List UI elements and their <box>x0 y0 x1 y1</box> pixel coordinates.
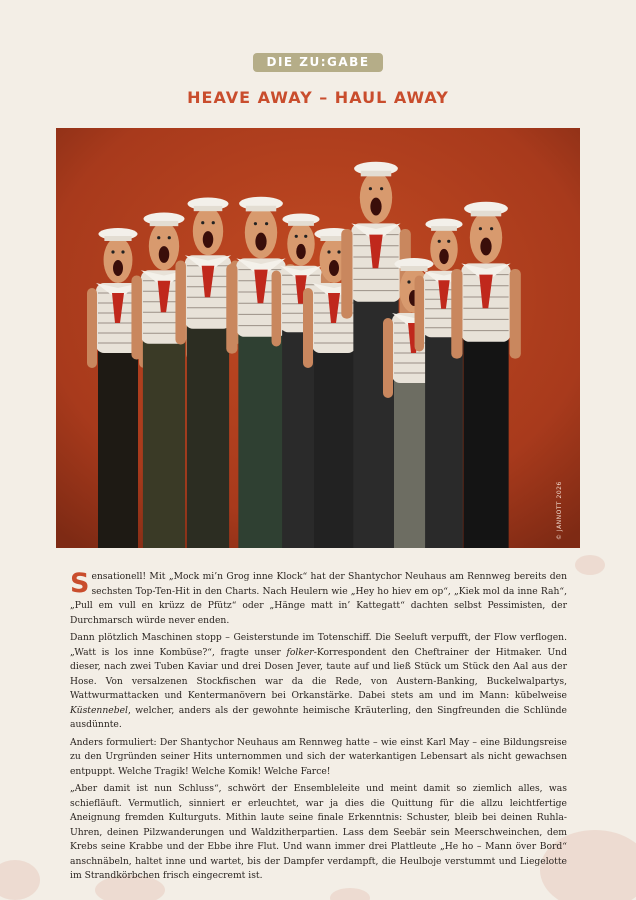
paragraph-2-text-b: -Korrespondent den Cheftrainer der Hitmaker. Und dieser, nach zwei Tuben Kaviar und drei Dosen Jever, taute auf und ließ Stück um Stück den Aal aus der Hose. Von versalzenen Stockfischen war da die Rede, von Austern-Banking, Buckelwalpartys, Wattwurmattacken und Kentermanövern bei Orkanstärke. Dabei stets am und im Mann: kübelweise <box>70 646 567 701</box>
paint-splatter <box>0 860 40 900</box>
paragraph-2-text-a: Dann plötzlich Maschinen stopp – Geisterstunde im Totenschiff. Die Seeluft verpufft, der Flow verflogen. „Watt is los inne Kombüse?“, fragte unser <box>70 632 567 658</box>
paragraph-3: Anders formuliert: Der Shantychor Neuhaus am Rennweg hatte – wie einst Karl May – eine Bildungsreise zu den Urgründen seiner Hits unternommen und sich der waterkantigen Lebensart als nicht gewachsen entpuppt. Welche Tragik! Welche Komik! Welche Farce! <box>70 736 567 777</box>
drink-name: Küstennebel <box>70 704 128 716</box>
paragraph-4: „Aber damit ist nun Schluss“, schwört der Ensembleleite und meint damit so ziemlich alles, was schiefläuft. Vermutlich, sinniert er erleuchtet, war ja dies die Quittung für die allzu leichtfertige Aneignung fremden Kulturguts. Mithin laute seine finale Erkenntnis: Schuster, bleib bei deinen Ruhla-Uhren, deinen Pilzwanderungen und Waldzitherpartien. Lass dem Seebär sein Meerschweinchen, dem Krebs seine Krabbe und der Ebbe ihre Flut. Und wann immer drei Plattleute „He ho – Mann över Bord“ anschnäbeln, haltet inne und wartet, bis der Dampfer verdampft, die Heulboje verstummt und Liegelotte im Strandkörbchen frisch eingecremt ist. <box>70 783 567 881</box>
illustration-credit: © JANNOTT 2026 <box>556 481 563 540</box>
article-body <box>70 570 567 887</box>
illustration-singing-sailors <box>56 128 580 548</box>
paint-splatter <box>575 555 605 575</box>
drop-cap: S <box>70 568 90 599</box>
paragraph-1 <box>70 570 567 628</box>
magazine-name: folker <box>286 646 314 658</box>
section-tag: DIE ZU:GABE <box>253 53 383 72</box>
paragraph-2 <box>70 631 567 733</box>
paragraph-2-text-c: , welcher, anders als der gewohnte heimische Kräuterling, den Singfreunden die Schlünde ausdünnte. <box>70 704 567 730</box>
paragraph-1-text: ensationell! Mit „Mock mi’n Grog inne Klock“ hat der Shantychor Neuhaus am Rennweg bereits den sechsten Top-Ten-Hit in den Charts. Nach Heulern wie „Hey ho hiev em op“, „Kiek mol da inne Rah“, „Pull em vull en krüzz de Pfütz“ oder „Hänge matt in’ Kattegatt“ dachten selbst Pessimisten, der Durchmarsch würde never enden. <box>70 571 567 626</box>
headline: HEAVE AWAY – HAUL AWAY <box>187 88 449 107</box>
paint-splatter <box>330 888 370 900</box>
